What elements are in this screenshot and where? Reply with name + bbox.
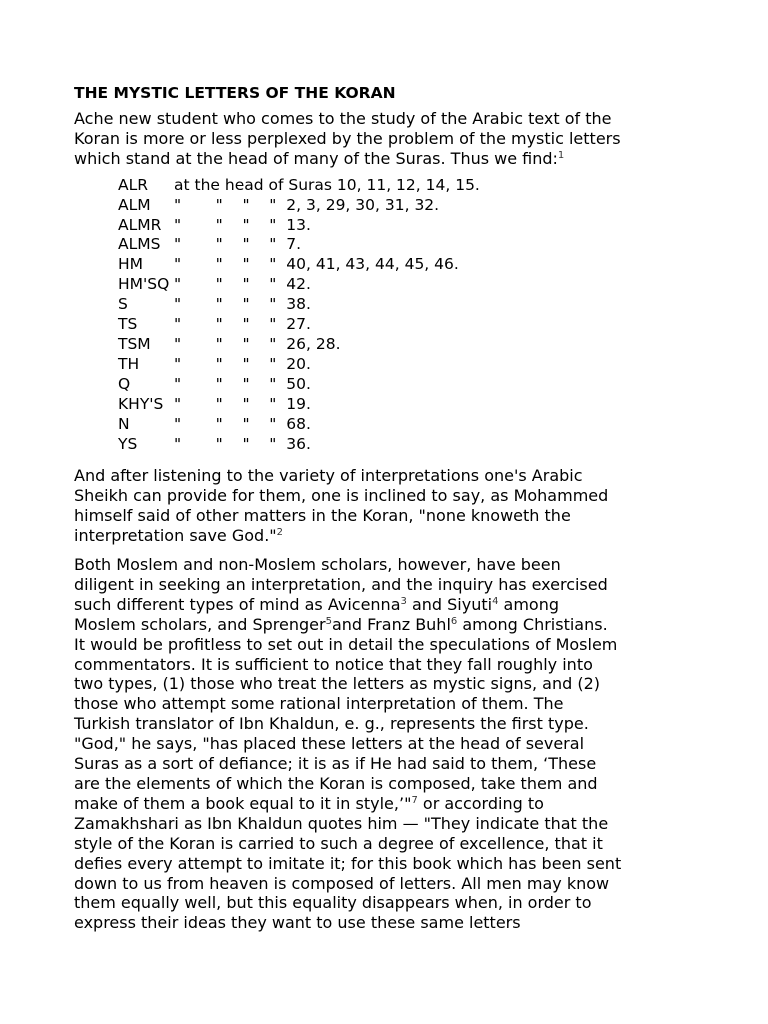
letters-table-row	[118, 196, 714, 216]
text-line: make of them a book equal to it in style,’"$^7$ or according to	[74, 793, 544, 813]
letters-code: ALM	[118, 195, 151, 214]
letters-code: Q	[118, 374, 131, 393]
paragraph-interpretations	[74, 466, 714, 546]
text-line: those who attempt some rational interpretation of them. The	[74, 694, 564, 714]
sura-reference: " " " " 13.	[174, 215, 311, 234]
text-line: It would be profitless to set out in detail the speculations of Moslem	[74, 634, 618, 654]
sura-reference: " " " " 38.	[174, 295, 311, 314]
sura-reference: " " " " 50.	[174, 374, 311, 393]
text-line: Ache new student who comes to the study of the Arabic text of the	[74, 109, 612, 128]
text-line: are the elements of which the Koran is composed, take them and	[74, 774, 598, 793]
text-line: diligent in seeking an interpretation, and the inquiry has exercised	[74, 574, 608, 594]
letters-code: HM	[118, 255, 144, 274]
letters-table-row	[118, 375, 714, 395]
text-line: defies every attempt to imitate it; for this book which has been sent	[74, 853, 622, 873]
sura-reference: " " " " 26, 28.	[174, 334, 341, 353]
letters-code: ALMR	[118, 215, 162, 234]
sura-reference: " " " " 7.	[174, 235, 302, 254]
letters-table-row	[118, 216, 714, 236]
text-line: And after listening to the variety of interpretations one's Arabic	[74, 466, 583, 486]
text-line: himself said of other matters in the Koran, "none knoweth the	[74, 506, 571, 526]
text-line: Zamakhshari as Ibn Khaldun quotes him — "They indicate that the	[74, 813, 609, 833]
letters-code: TH	[118, 354, 140, 373]
letters-table-row	[118, 315, 714, 335]
footnote-ref-5[interactable]: 5	[325, 615, 332, 627]
sura-reference: at the head of Suras 10, 11, 12, 14, 15.	[174, 175, 480, 194]
text-line: Moslem scholars, and Sprenger$^5$and Franz Buhl$^6$ among Christians.	[74, 614, 608, 634]
footnote-ref-2[interactable]: 2	[276, 527, 284, 539]
letters-code: YS	[118, 434, 138, 453]
sura-reference: " " " " 20.	[174, 354, 311, 373]
sura-reference: " " " " 27.	[174, 315, 311, 334]
text-line: two types, (1) those who treat the letters as mystic signs, and (2)	[74, 674, 600, 694]
letters-code: TS	[118, 315, 138, 334]
footnote-ref-3[interactable]: 3	[400, 595, 407, 607]
mystic-letters-table	[118, 176, 714, 455]
text-line: commentators. It is sufficient to notice that they fall roughly into	[74, 654, 593, 674]
letters-table-row	[118, 275, 714, 295]
footnote-ref-1[interactable]: 1	[557, 149, 565, 161]
letters-table-row	[118, 295, 714, 315]
sura-reference: " " " " 68.	[174, 414, 311, 433]
footnote-ref-6[interactable]: 6	[450, 615, 458, 627]
letters-table-row	[118, 255, 714, 275]
letters-code: ALMS	[118, 235, 161, 254]
document-page	[74, 84, 714, 933]
letters-table-row	[118, 415, 714, 435]
sura-reference: " " " " 19.	[174, 394, 311, 413]
letters-code: HM'SQ	[118, 275, 170, 294]
text-line: such different types of mind as Avicenna$^3$ and Siyuti$^4$ among	[74, 594, 560, 614]
sura-reference: " " " " 40, 41, 43, 44, 45, 46.	[174, 255, 459, 274]
letters-table-row	[118, 176, 714, 196]
text-line: which stand at the head of many of the Suras. Thus we find:$^1$	[74, 148, 565, 168]
text-line: Suras as a sort of defiance; it is as if He had said to them, ‘These	[74, 754, 597, 774]
sura-reference: " " " " 42.	[174, 275, 311, 294]
paragraph-scholars	[74, 555, 714, 933]
text-line: Sheikh can provide for them, one is inclined to say, as Mohammed	[74, 486, 609, 506]
footnote-ref-4[interactable]: 4	[492, 595, 499, 607]
text-line: style of the Koran is carried to such a degree of excellence, that it	[74, 833, 603, 853]
letters-table-row	[118, 435, 714, 455]
letters-table-row	[118, 235, 714, 255]
letters-table-row	[118, 395, 714, 415]
letters-table-row	[118, 335, 714, 355]
intro-paragraph	[74, 109, 714, 169]
sura-reference: " " " " 36.	[174, 434, 311, 453]
text-line: Both Moslem and non-Moslem scholars, however, have been	[74, 555, 561, 575]
letters-code: KHY'S	[118, 394, 164, 413]
text-line: down to us from heaven is composed of letters. All men may know	[74, 873, 610, 893]
page-title: THE MYSTIC LETTERS OF THE KORAN	[74, 84, 396, 102]
letters-code: S	[118, 295, 128, 314]
sura-reference: " " " " 2, 3, 29, 30, 31, 32.	[174, 195, 440, 214]
text-line: interpretation save God."$^2$	[74, 526, 284, 546]
letters-table-row	[118, 355, 714, 375]
text-line: express their ideas they want to use these same letters	[74, 913, 521, 933]
text-line: "God," he says, "has placed these letters at the head of several	[74, 734, 585, 754]
text-line: Koran is more or less perplexed by the problem of the mystic letters	[74, 128, 621, 148]
letters-code: TSM	[118, 334, 151, 353]
footnote-ref-7[interactable]: 7	[411, 794, 418, 806]
letters-code: ALR	[118, 175, 149, 194]
text-line: Turkish translator of Ibn Khaldun, e. g., represents the first type.	[74, 714, 589, 734]
letters-code: N	[118, 414, 130, 433]
text-line: them equally well, but this equality disappears when, in order to	[74, 893, 592, 913]
